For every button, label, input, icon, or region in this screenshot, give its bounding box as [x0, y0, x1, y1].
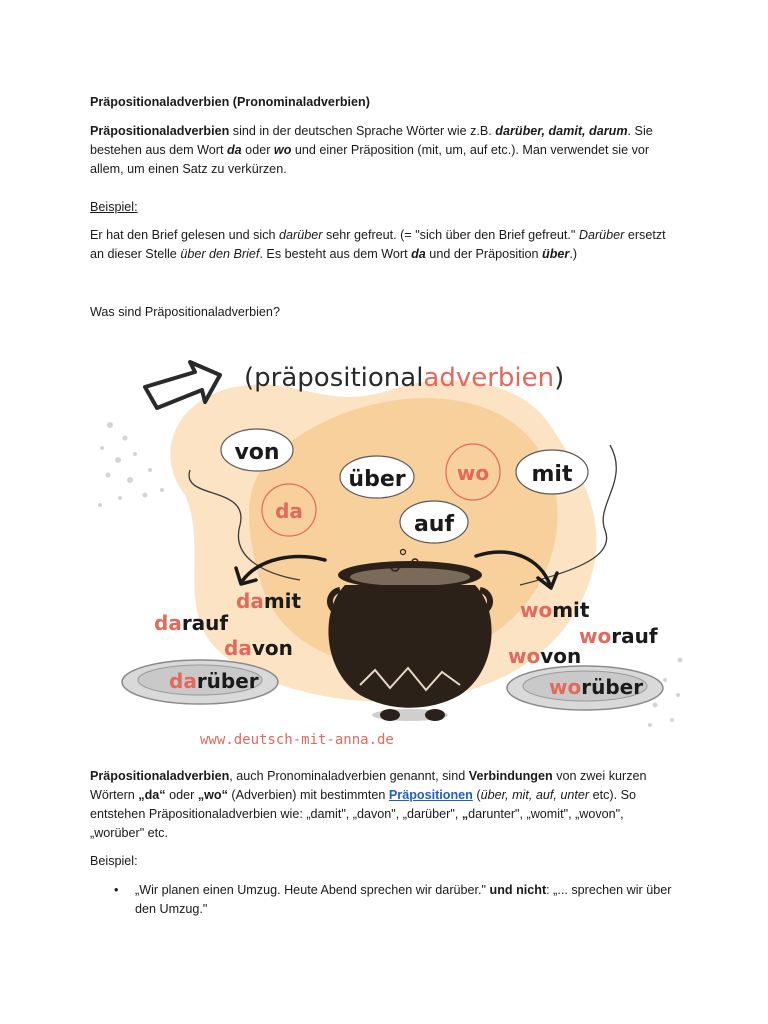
example-list [90, 881, 680, 919]
bubble-ueber-label: über [348, 467, 406, 492]
list-item: • „Wir planen einen Umzug. Heute Abend sprechen wir darüber." und nicht: „... sprechen wir über den Umzug." [90, 881, 680, 919]
word-wovon: wovon [508, 644, 582, 668]
page-title: Präpositionaladverbien (Pronominaladverbien) [90, 95, 370, 109]
word-darueber: darüber [169, 669, 259, 693]
definition-paragraph: Präpositionaladverbien, auch Pronominaladverbien genannt, sind Verbindungen von zwei kurzen Wörtern „da“ oder „wo“ (Adverbien) mit bestimmten Präpositionen (über, mit, auf, unter etc). So entstehen Präpositionaladverbien wie: „damit", „davon", „darüber", „darunter", „womit", „wovon", „worüber" etc. [90, 769, 647, 840]
word-damit: damit [236, 589, 302, 613]
website-credit: www.deutsch-mit-anna.de [200, 732, 394, 748]
bubble-auf-label: auf [413, 512, 455, 537]
word-worueber: worüber [549, 675, 644, 699]
bubble-von-label: von [234, 440, 280, 465]
bubble-wo-label: wo [456, 461, 490, 485]
infographic-title-start: (prä [244, 363, 298, 393]
prepositions-link[interactable]: Präpositionen [388, 788, 473, 802]
intro-term: Präpositionaladverbien [90, 124, 230, 138]
example2-label: Beispiel: [90, 854, 138, 868]
question-line: Was sind Präpositionaladverbien? [90, 305, 280, 319]
infographic-title-mid: positional [297, 363, 424, 393]
svg-text:(präpositionaladverbien) [244, 363, 564, 393]
intro-paragraph: Präpositionaladverbien sind in der deutschen Sprache Wörter wie z.B. darüber, damit, darum. Sie bestehen aus dem Wort da oder wo und einer Präposition (mit, um, auf etc.). Man verwendet sie vor allem, um einen Satz zu verkürzen. [90, 124, 653, 176]
infographic-title-end: ) [554, 363, 565, 393]
bubble-da-label: da [275, 499, 303, 523]
infographic-title-accent: adverbien [423, 363, 555, 393]
word-davon: davon [224, 636, 293, 660]
infographic-svg [90, 330, 690, 755]
bubble-mit-label: mit [531, 462, 573, 487]
example-label: Beispiel: [90, 200, 138, 214]
infographic-image [90, 330, 690, 755]
word-womit: womit [520, 598, 590, 622]
word-worauf: worauf [579, 624, 658, 648]
word-darauf: darauf [154, 611, 229, 635]
example-paragraph: Er hat den Brief gelesen und sich darüber sehr gefreut. (= "sich über den Brief gefreut." Darüber ersetzt an dieser Stelle über den Brief. Es besteht aus dem Wort da und der Präposition über.) [90, 228, 666, 261]
intro-examples: darüber, damit, darum [495, 124, 628, 138]
